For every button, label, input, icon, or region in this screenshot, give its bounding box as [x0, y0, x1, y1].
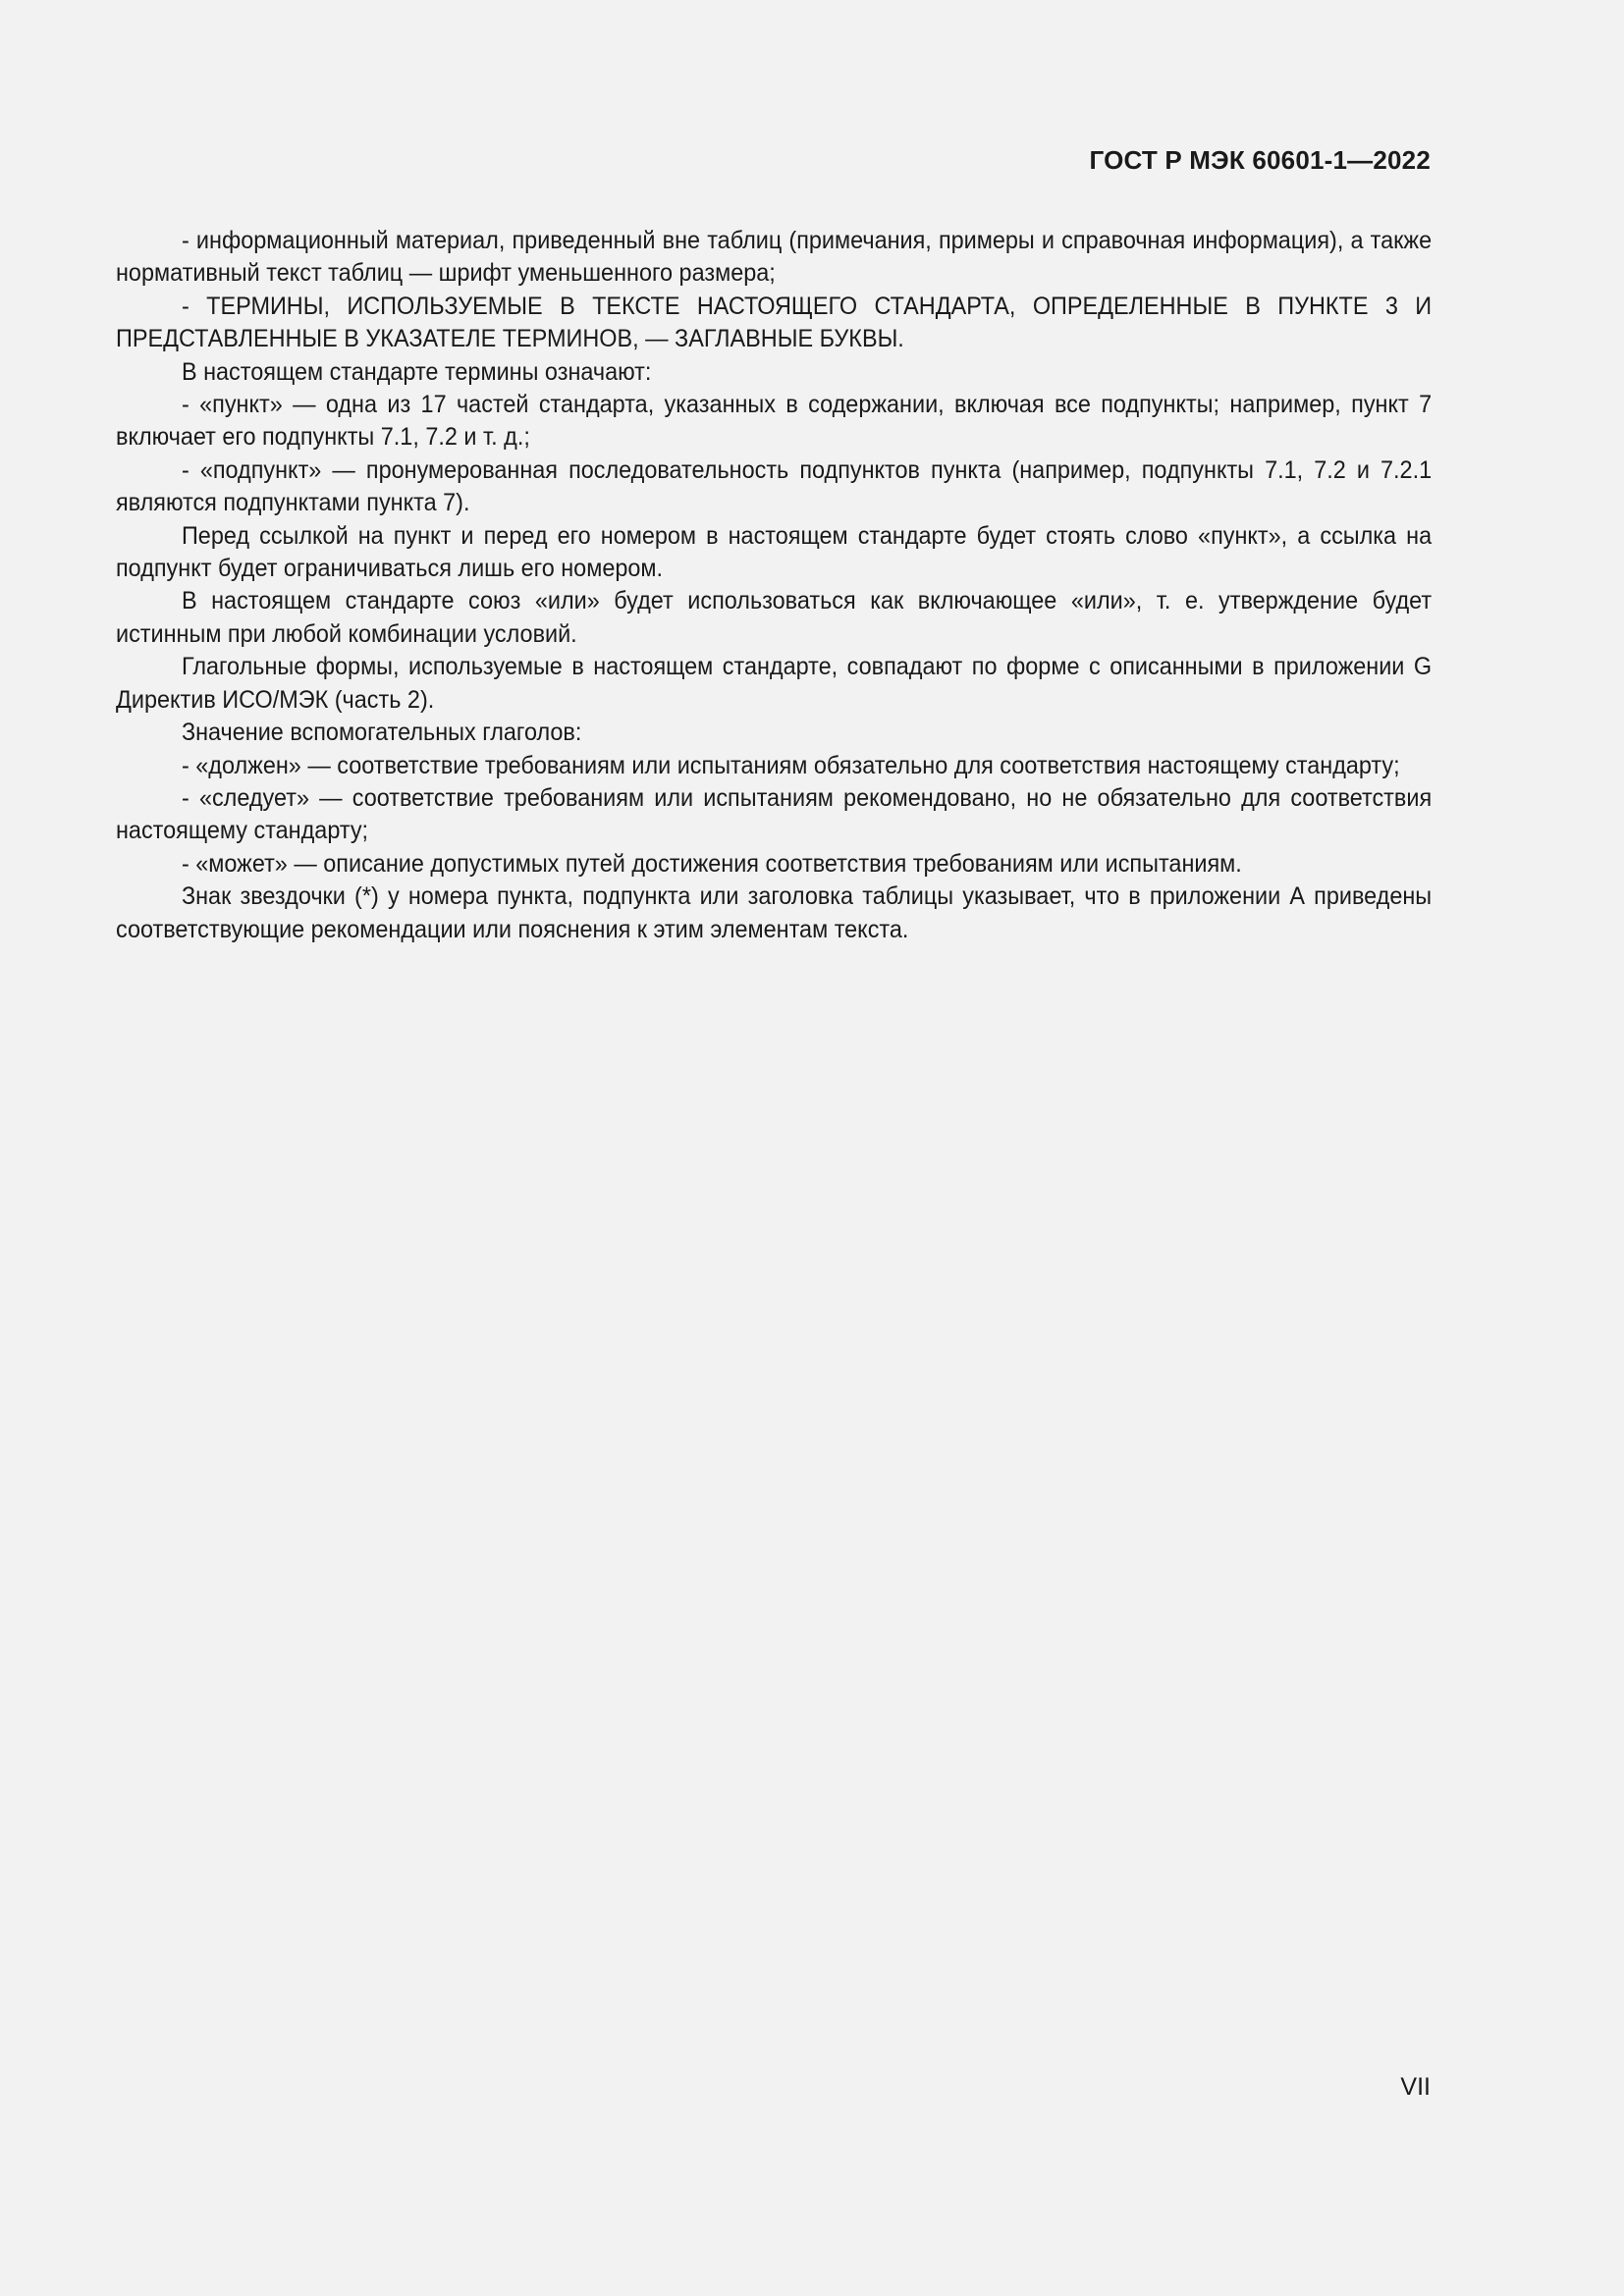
paragraph-term-clause: - «пункт» — одна из 17 частей стандарта, указанных в содержании, включая все подпункты; например, пункт 7 включает его подпункты 7.1, 7.2 и т. д.;	[116, 391, 1433, 452]
paragraph-verb-may: - «может» — описание допустимых путей достижения соответствия требованиям или испытаниям.	[181, 849, 1242, 878]
paragraph-verb-should: - «следует» — соответствие требованиям или испытаниям рекомендовано, но не обязательно для соответствия настоящему стандарту;	[116, 783, 1433, 845]
page-number: VII	[1400, 2073, 1431, 2101]
paragraph-auxiliary-verbs-intro: Значение вспомогательных глаголов:	[181, 719, 582, 747]
body-text	[116, 225, 1432, 946]
paragraph-clause-reference: Перед ссылкой на пункт и перед его номером в настоящем стандарте будет стоять слово «пункт», а ссылка на подпункт будет ограничиваться лишь его номером.	[116, 521, 1433, 583]
paragraph-capital-letters-rule: - ТЕРМИНЫ, ИСПОЛЬЗУЕМЫЕ В ТЕКСТЕ НАСТОЯЩЕГО СТАНДАРТА, ОПРЕДЕЛЕННЫЕ В ПУНКТЕ 3 И ПРЕДСТАВЛЕННЫЕ В УКАЗАТЕЛЕ ТЕРМИНОВ, — ЗАГЛАВНЫЕ БУКВЫ.	[116, 292, 1433, 353]
paragraph-terms-intro: В настоящем стандарте термины означают:	[181, 357, 652, 386]
paragraph-term-subclause: - «подпункт» — пронумерованная последовательность подпунктов пункта (например, подпункты 7.1, 7.2 и 7.2.1 являются подпунктами пункта 7).	[116, 455, 1433, 517]
paragraph-verbal-forms: Глагольные формы, используемые в настоящем стандарте, совпадают по форме с описанными в приложении G Директив ИСО/МЭК (часть 2).	[116, 653, 1433, 714]
paragraph-small-font-rule: - информационный материал, приведенный вне таблиц (примечания, примеры и справочная информация), а также нормативный текст таблиц — шрифт уменьшенного размера;	[116, 227, 1433, 288]
paragraph-asterisk-note: Знак звездочки (*) у номера пункта, подпункта или заголовка таблицы указывает, что в приложении А приведены соответствующие рекомендации или пояснения к этим элементам текста.	[116, 882, 1433, 943]
paragraph-or-conjunction: В настоящем стандарте союз «или» будет использоваться как включающее «или», т. е. утверждение будет истинным при любой комбинации условий.	[116, 587, 1433, 648]
paragraph-verb-shall: - «должен» — соответствие требованиям или испытаниям обязательно для соответствия настоящему стандарту;	[181, 751, 1400, 779]
document-code-header: ГОСТ Р МЭК 60601-1—2022	[1089, 145, 1431, 175]
